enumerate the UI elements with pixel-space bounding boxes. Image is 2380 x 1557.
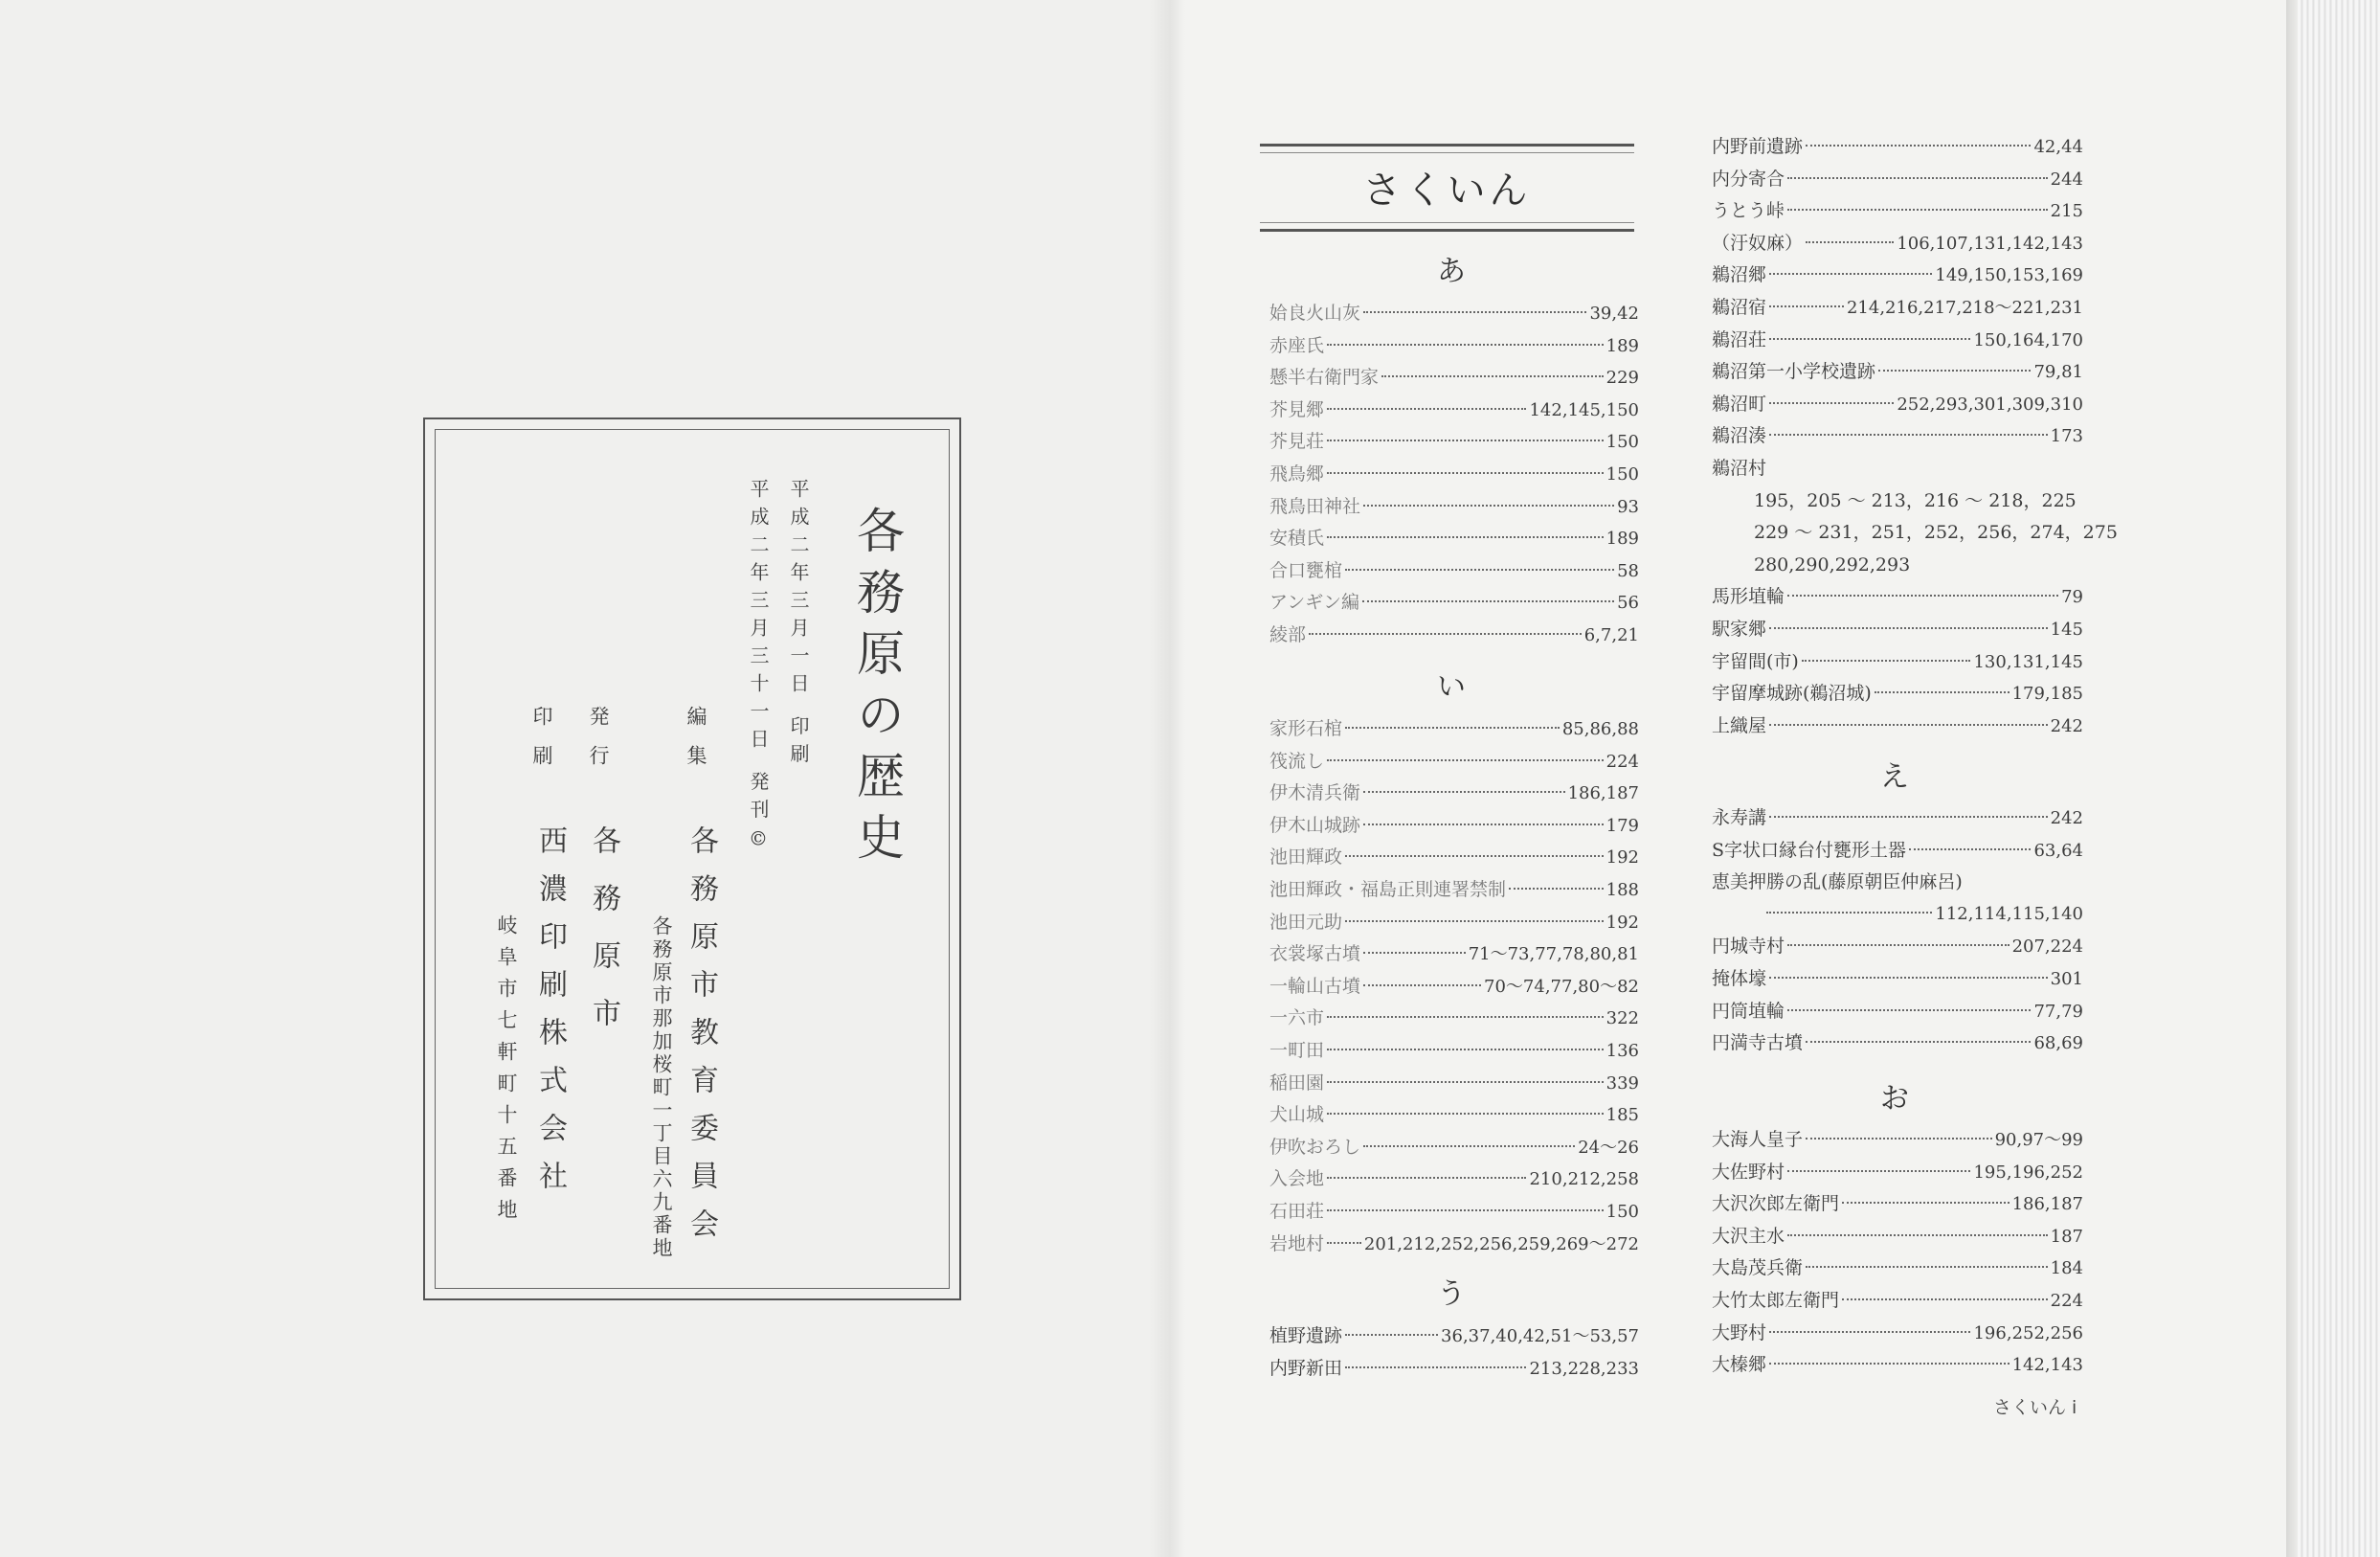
entry-name: うとう峠 (1712, 200, 1785, 221)
index-entry (1712, 1350, 2083, 1379)
index-entry (1712, 390, 2083, 418)
leader-dots (1769, 273, 1932, 275)
entry-name: 伊木山城跡 (1269, 815, 1361, 836)
index-entry (1269, 331, 1639, 360)
index-section-kana: あ (1437, 255, 1466, 288)
leader-dots (1327, 440, 1604, 441)
editor-name: 各務原市教育委員会 (685, 825, 718, 1256)
index-entry (1269, 939, 1639, 968)
index-entry (1712, 1319, 2083, 1347)
index-entry (1712, 964, 2083, 993)
entry-pages: 210,212,258 (1529, 1169, 1639, 1189)
leader-dots (1363, 505, 1614, 507)
leader-dots (1769, 977, 2048, 979)
index-entry (1269, 556, 1639, 585)
leader-dots (1806, 1041, 2031, 1043)
entry-name: 掩体壕 (1712, 968, 1767, 989)
entry-name: 稲田園 (1269, 1072, 1325, 1094)
leader-dots (1345, 1334, 1438, 1336)
leader-dots (1327, 1242, 1361, 1244)
entry-pages: 192 (1605, 847, 1639, 868)
index-entry (1712, 932, 2083, 960)
entry-name: 大佐野村 (1712, 1162, 1785, 1183)
entry-pages: 106,107,131,142,143 (1897, 234, 2083, 254)
entry-pages: 189 (1605, 529, 1639, 549)
entry-pages: 201,212,252,256,259,269～272 (1363, 1234, 1639, 1254)
index-entry (1269, 299, 1639, 327)
index-entry (1269, 778, 1639, 807)
leader-dots (1769, 724, 2048, 726)
entry-pages: 188 (1605, 880, 1639, 900)
entry-pages: 70～74,77,80～82 (1484, 977, 1639, 997)
index-entry (1712, 326, 2083, 354)
entry-pages: 186,187 (1567, 783, 1639, 803)
index-section-kana: い (1437, 670, 1466, 704)
entry-pages: 71～73,77,78,80,81 (1468, 944, 1639, 964)
entry-name: 鵜沼郷 (1712, 264, 1767, 285)
index-heading-box (1260, 144, 1634, 232)
leader-dots (1363, 984, 1481, 986)
index-entry (1712, 421, 2083, 450)
index-entry: 229 ～ 231，251，252，256，274，275 (1754, 522, 2118, 543)
leader-dots (1769, 338, 1970, 340)
entry-name: 植野遺跡 (1269, 1325, 1343, 1346)
leader-dots (1769, 816, 2048, 818)
leader-dots (1842, 1202, 2010, 1204)
printer-name: 西濃印刷株式会社 (533, 825, 567, 1208)
entry-name: 飛鳥郷 (1269, 463, 1325, 485)
entry-pages: 150 (1605, 1202, 1639, 1222)
entry-name: 大沢次郎左衛門 (1712, 1193, 1840, 1214)
entry-pages: 112,114,115,140 (1935, 904, 2083, 924)
entry-pages: 213,228,233 (1529, 1359, 1639, 1379)
leader-dots (1345, 920, 1604, 922)
entry-name: 大沢主水 (1712, 1226, 1785, 1247)
index-entry: 195，205 ～ 213，216 ～ 218，225 (1754, 490, 2077, 511)
leader-dots (1806, 1266, 2048, 1268)
entry-name: 鵜沼町 (1712, 394, 1767, 415)
index-entry (1712, 997, 2083, 1026)
leader-dots (1769, 305, 1844, 307)
index-entry (1269, 714, 1639, 743)
entry-name: 岩地村 (1269, 1233, 1325, 1254)
index-entry (1269, 875, 1639, 904)
entry-name: 一町田 (1269, 1040, 1325, 1061)
leader-dots (1787, 1009, 2031, 1011)
leader-dots (1787, 1234, 2048, 1236)
entry-pages: 214,216,217,218～221,231 (1846, 298, 2083, 318)
index-entry (1712, 1286, 2083, 1315)
entry-name: 伊木清兵衛 (1269, 782, 1361, 803)
index-entry (1269, 1321, 1639, 1350)
entry-pages: 136 (1605, 1041, 1639, 1061)
entry-pages: 196,252,256 (1973, 1323, 2083, 1343)
leader-dots (1345, 727, 1560, 729)
index-entry (1712, 582, 2083, 611)
leader-dots (1878, 370, 2031, 372)
entry-pages: 142,145,150 (1529, 400, 1639, 420)
leader-dots (1842, 1298, 2048, 1300)
leader-dots (1909, 848, 2031, 850)
entry-pages: 24～26 (1578, 1138, 1639, 1158)
entry-pages: 56 (1617, 593, 1639, 613)
leader-dots (1327, 344, 1604, 346)
entry-name: 鵜沼湊 (1712, 425, 1767, 446)
entry-pages: 215 (2050, 201, 2083, 221)
leader-dots (1363, 311, 1586, 313)
entry-name: 大榛郷 (1712, 1354, 1767, 1375)
index-heading: さくいん (1362, 169, 1532, 213)
leader-dots (1327, 536, 1604, 538)
leader-dots (1327, 408, 1526, 410)
entry-pages: 242 (2050, 716, 2083, 736)
leader-dots (1509, 888, 1604, 890)
entry-name: 合口甕棺 (1269, 560, 1343, 581)
leader-dots (1787, 595, 2058, 597)
entry-pages: 184 (2050, 1258, 2083, 1278)
entry-name: 池田輝政 (1269, 846, 1343, 868)
index-entry: 鵜沼村 (1712, 458, 1767, 479)
entry-name: アンギン編 (1269, 592, 1360, 613)
page-footer: さくいん i (1993, 1397, 2077, 1418)
entry-name: 内野前遺跡 (1712, 136, 1804, 157)
entry-name: 芥見郷 (1269, 399, 1325, 420)
entry-name: 内分寄合 (1712, 169, 1785, 190)
entry-name: 家形石棺 (1269, 718, 1343, 739)
entry-pages: 130,131,145 (1973, 652, 2083, 672)
entry-name: 大島茂兵衛 (1712, 1257, 1804, 1278)
leader-dots (1769, 1331, 1970, 1333)
entry-name: 石田荘 (1269, 1201, 1325, 1222)
entry-pages: 173 (2050, 426, 2083, 446)
entry-pages: 39,42 (1589, 304, 1639, 324)
leader-dots (1766, 912, 1932, 914)
entry-name: 筏流し (1269, 751, 1325, 772)
index-entry (1269, 811, 1639, 840)
entry-pages: 58 (1617, 561, 1639, 581)
leader-dots (1363, 791, 1565, 793)
index-entry (1712, 1253, 2083, 1282)
entry-name: （汙奴麻） (1712, 233, 1804, 254)
leader-dots (1327, 1016, 1604, 1018)
entry-pages: 142,143 (2011, 1355, 2083, 1375)
index-entry (1269, 843, 1639, 871)
index-entry (1269, 1230, 1639, 1258)
index-entry (1712, 647, 2083, 676)
gutter (1149, 0, 1187, 1557)
entry-name: 円筒埴輪 (1712, 1001, 1785, 1022)
index-entry (1712, 803, 2083, 832)
index-entry (1269, 1133, 1639, 1162)
entry-pages: 63,64 (2033, 841, 2083, 861)
index-entry (1712, 196, 2083, 225)
index-entry (1269, 1164, 1639, 1193)
index-entry (1269, 1354, 1639, 1383)
leader-dots (1787, 209, 2048, 211)
entry-pages: 93 (1617, 497, 1639, 517)
entry-name: 綾部 (1269, 624, 1307, 645)
entry-name: 円城寺村 (1712, 936, 1785, 957)
index-entry (1269, 524, 1639, 553)
entry-name: 池田輝政・福島正則連署禁制 (1269, 879, 1507, 900)
entry-name: 池田元助 (1269, 912, 1343, 933)
leader-dots (1769, 627, 2048, 629)
publisher-name: 各務原市 (587, 825, 620, 1055)
entry-pages: 150 (1605, 432, 1639, 452)
index-entry (1269, 395, 1639, 424)
leader-dots (1787, 1170, 1970, 1172)
entry-name: 鵜沼宿 (1712, 297, 1767, 318)
entry-name: 上織屋 (1712, 715, 1767, 736)
entry-name: 内野新田 (1269, 1358, 1343, 1379)
entry-name: 一六市 (1269, 1007, 1325, 1028)
publish-date: 平成二年三月三十一日 発刊© (747, 479, 770, 859)
entry-name: S字状口縁台付甕形土器 (1712, 840, 1907, 861)
index-entry: 恵美押勝の乱(藤原朝臣仲麻呂) (1712, 871, 1963, 892)
entry-pages: 252,293,301,309,310 (1897, 395, 2083, 415)
entry-name: 衣裳塚古墳 (1269, 943, 1361, 964)
entry-pages: 77,79 (2033, 1002, 2083, 1022)
leader-dots (1345, 1366, 1526, 1368)
entry-pages: 149,150,153,169 (1935, 265, 2083, 285)
entry-name: 鵜沼第一小学校遺跡 (1712, 361, 1876, 382)
index-entry (1712, 1189, 2083, 1218)
printer-label: 印刷 (530, 706, 553, 784)
entry-name: 宇留間(市) (1712, 651, 1799, 672)
entry-pages: 179,185 (2011, 684, 2083, 704)
index-entry (1269, 460, 1639, 488)
index-entry (1712, 1028, 2083, 1057)
entry-name: 飛鳥田神社 (1269, 496, 1361, 517)
entry-pages: 150 (1605, 464, 1639, 485)
leader-dots (1806, 1138, 1992, 1140)
index-entry (1712, 229, 2083, 258)
leader-dots (1769, 434, 2048, 436)
leader-dots (1806, 145, 2031, 147)
leader-dots (1769, 1363, 2010, 1365)
index-entry (1712, 165, 2083, 193)
entry-name: 永寿講 (1712, 807, 1767, 828)
entry-pages: 207,224 (2011, 936, 2083, 957)
entry-pages: 150,164,170 (1973, 330, 2083, 350)
entry-pages: 145 (2050, 620, 2083, 640)
entry-name: 犬山城 (1269, 1104, 1325, 1125)
entry-pages: 6,7,21 (1583, 625, 1639, 645)
index-entry (1269, 363, 1639, 392)
entry-pages: 79 (2061, 587, 2083, 607)
entry-pages: 224 (2050, 1291, 2083, 1311)
index-entry (1712, 615, 2083, 643)
entry-name: 鵜沼荘 (1712, 329, 1767, 350)
entry-pages: 195,196,252 (1973, 1162, 2083, 1183)
entry-name: 安積氏 (1269, 528, 1325, 549)
leader-dots (1806, 241, 1894, 243)
entry-pages: 244 (2050, 169, 2083, 190)
entry-pages: 186,187 (2011, 1194, 2083, 1214)
entry-pages: 187 (2050, 1227, 2083, 1247)
entry-pages: 85,86,88 (1561, 719, 1639, 739)
leader-dots (1381, 375, 1604, 377)
entry-pages: 42,44 (2033, 137, 2083, 157)
leader-dots (1787, 944, 2010, 946)
entry-name: 伊吹おろし (1269, 1137, 1361, 1158)
entry-pages: 224 (1605, 752, 1639, 772)
index-section-kana: う (1437, 1277, 1466, 1311)
index-entry (1269, 908, 1639, 936)
entry-name: 馬形埴輪 (1712, 586, 1785, 607)
entry-name: 駅家郷 (1712, 619, 1767, 640)
page-edges (2286, 0, 2380, 1557)
entry-pages: 179 (1605, 816, 1639, 836)
index-entry (1269, 1004, 1639, 1032)
leader-dots (1327, 1177, 1526, 1179)
book-title: 各務原の歴史 (849, 506, 905, 873)
entry-pages: 79,81 (2033, 362, 2083, 382)
leader-dots (1327, 1209, 1604, 1211)
entry-name: 入会地 (1269, 1168, 1325, 1189)
leader-dots (1787, 177, 2048, 179)
entry-pages: 242 (2050, 808, 2083, 828)
editor-address: 各務原市那加桜町一丁目六九番地 (650, 915, 673, 1260)
entry-name: 一輪山古墳 (1269, 976, 1361, 997)
leader-dots (1345, 569, 1614, 571)
leader-dots (1363, 952, 1466, 954)
leader-dots (1327, 1113, 1604, 1115)
index-entry (1712, 836, 2083, 865)
index-entry (1712, 1125, 2083, 1154)
index-entry (1712, 1222, 2083, 1251)
index-entry (1712, 260, 2083, 289)
leader-dots (1327, 472, 1604, 474)
index-entry (1712, 711, 2083, 740)
index-entry (1763, 900, 2083, 929)
index-entry (1712, 132, 2083, 161)
leader-dots (1345, 855, 1604, 857)
index-entry (1269, 1100, 1639, 1129)
leader-dots (1363, 824, 1604, 825)
index-entry (1712, 679, 2083, 708)
entry-pages: 189 (1605, 336, 1639, 356)
leader-dots (1802, 660, 1971, 662)
index-entry (1269, 1036, 1639, 1065)
publisher-label: 発行 (587, 706, 610, 784)
index-section-kana: お (1880, 1082, 1909, 1116)
entry-pages: 229 (1605, 368, 1639, 388)
leader-dots (1362, 600, 1614, 602)
index-entry (1269, 427, 1639, 456)
index-entry (1712, 293, 2083, 322)
entry-name: 赤座氏 (1269, 335, 1325, 356)
leader-dots (1875, 691, 2010, 693)
entry-name: 宇留摩城跡(鵜沼城) (1712, 683, 1872, 704)
entry-name: 大竹太郎左衛門 (1712, 1290, 1840, 1311)
entry-pages: 301 (2050, 969, 2083, 989)
index-entry (1269, 621, 1639, 649)
entry-name: 懸半右衛門家 (1269, 367, 1380, 388)
entry-pages: 192 (1605, 913, 1639, 933)
entry-pages: 90,97～99 (1994, 1130, 2083, 1150)
index-entry (1712, 1158, 2083, 1186)
entry-name: 大野村 (1712, 1322, 1767, 1343)
entry-name: 芥見荘 (1269, 431, 1325, 452)
entry-name: 大海人皇子 (1712, 1129, 1804, 1150)
leader-dots (1327, 1081, 1604, 1083)
index-entry (1269, 588, 1639, 617)
index-entry (1269, 1197, 1639, 1226)
printer-address: 岐阜市七軒町十五番地 (495, 914, 518, 1230)
entry-pages: 339 (1605, 1073, 1639, 1094)
print-date: 平成二年三月一日 印刷 (787, 479, 810, 772)
index-entry (1269, 492, 1639, 521)
leader-dots (1327, 1049, 1604, 1050)
index-section-kana: え (1880, 760, 1909, 794)
entry-pages: 68,69 (2033, 1033, 2083, 1053)
index-entry (1712, 357, 2083, 386)
entry-name: 円満寺古墳 (1712, 1032, 1804, 1053)
index-entry (1269, 1069, 1639, 1097)
index-entry: 280,290,292,293 (1754, 554, 1911, 575)
index-entry (1269, 972, 1639, 1001)
entry-pages: 36,37,40,42,51～53,57 (1441, 1326, 1639, 1346)
entry-name: 姶良火山灰 (1269, 303, 1361, 324)
entry-pages: 185 (1605, 1105, 1639, 1125)
index-entry (1269, 747, 1639, 776)
leader-dots (1309, 633, 1582, 635)
leader-dots (1363, 1145, 1575, 1147)
leader-dots (1327, 759, 1604, 761)
entry-pages: 322 (1605, 1008, 1639, 1028)
editor-label: 編集 (685, 706, 707, 784)
leader-dots (1769, 402, 1894, 404)
